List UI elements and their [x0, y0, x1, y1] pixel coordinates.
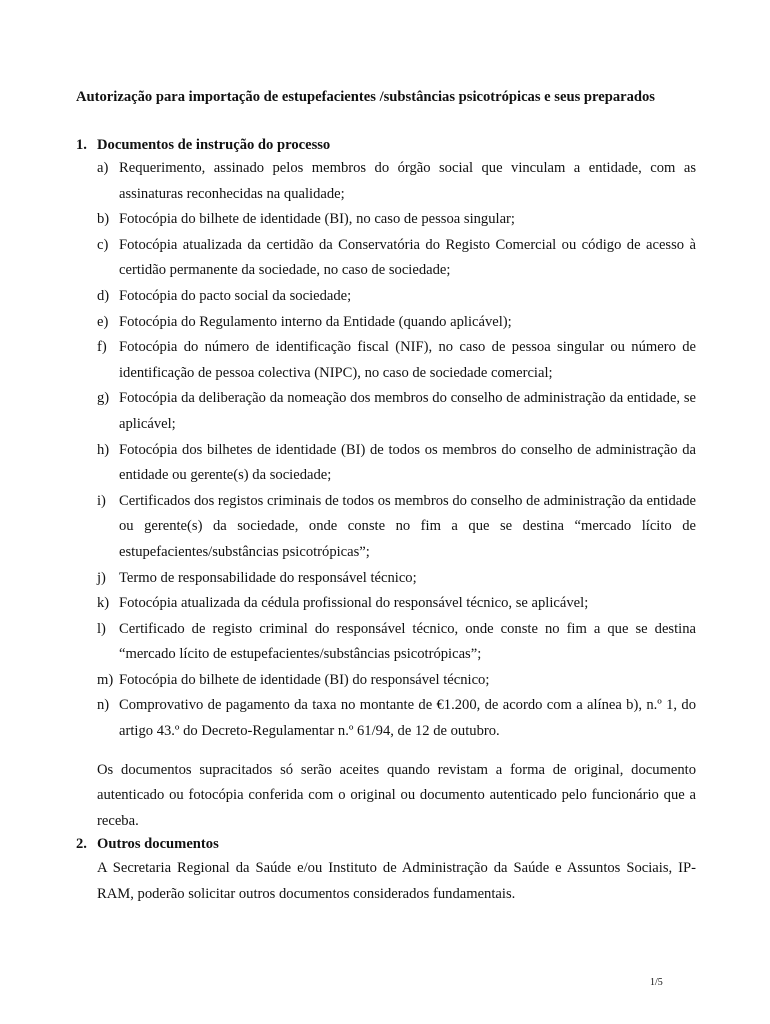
item-letter: h): [97, 441, 110, 458]
item-letter: k): [97, 595, 110, 612]
item-text: Certificado de registo criminal do responsável técnico, onde conste no fim a que se destina “mercado lícito de estupefacientes/substâncias psicotrópicas”;: [119, 620, 696, 663]
section-text: A Secretaria Regional da Saúde e/ou Instituto de Administração da Saúde e Assuntos Sociais, IP-RAM, poderão solicitar outros documentos considerados fundamentais.: [97, 860, 696, 902]
list-item: [97, 284, 696, 310]
item-text: Fotocópia do pacto social da sociedade;: [119, 287, 352, 304]
item-text: Fotocópia atualizada da certidão da Conservatória do Registo Comercial ou código de acesso à certidão permanente da sociedade, no caso de sociedade;: [119, 236, 696, 279]
item-letter: i): [97, 492, 106, 509]
list-item: [97, 693, 696, 744]
list-item: [97, 668, 696, 694]
list-item: [97, 591, 696, 617]
list-item: [97, 617, 696, 668]
item-letter: a): [97, 160, 109, 176]
section-number: 2.: [76, 836, 87, 852]
list-item: [97, 233, 696, 284]
list-item: [97, 386, 696, 437]
item-text: Fotocópia dos bilhetes de identidade (BI) de todos os membros do conselho de administração da entidade ou gerente(s) da sociedade;: [119, 441, 696, 484]
list-item: [97, 207, 696, 233]
item-letter: n): [97, 697, 110, 714]
list-item: [97, 335, 696, 386]
item-text: Fotocópia do número de identificação fiscal (NIF), no caso de pessoa singular ou número de identificação de pessoa colectiva (NIPC), no caso de sociedade comercial;: [119, 339, 696, 381]
item-text: Fotocópia do bilhete de identidade (BI) do responsável técnico;: [119, 671, 490, 688]
item-letter: l): [97, 620, 106, 637]
section-heading: [76, 135, 696, 155]
item-text: Fotocópia da deliberação da nomeação dos membros do conselho de administração da entidade, se aplicável;: [119, 390, 696, 432]
list-item: [97, 438, 696, 489]
item-text: Fotocópia do bilhete de identidade (BI), no caso de pessoa singular;: [119, 211, 515, 228]
document-title: Autorização para importação de estupefacientes /substâncias psicotrópicas e seus preparados: [76, 89, 655, 105]
item-text: Fotocópia atualizada da cédula profissional do responsável técnico, se aplicável;: [119, 595, 589, 612]
item-letter: g): [97, 390, 110, 407]
section-documentos-instrucao: [76, 135, 696, 834]
item-text: Requerimento, assinado pelos membros do órgão social que vinculam a entidade, com as assinaturas reconhecidas na qualidade;: [119, 160, 696, 202]
item-letter: e): [97, 313, 109, 330]
section-outros-documentos: [76, 834, 696, 907]
section-heading: [76, 834, 696, 854]
section-title: Documentos de instrução do processo: [97, 137, 331, 153]
list-item: [97, 566, 696, 592]
page-number: 1/5: [650, 977, 663, 988]
list-item: [97, 489, 696, 566]
requirements-list: [97, 156, 696, 745]
item-letter: b): [97, 211, 110, 228]
item-letter: m): [97, 671, 114, 688]
section-number: 1.: [76, 137, 87, 153]
item-text: Comprovativo de pagamento da taxa no montante de €1.200, de acordo com a alínea b), n.º 1, do artigo 43.º do Decreto-Regulamentar n.º 61/94, de 12 de outubro.: [119, 697, 696, 740]
list-item: [97, 310, 696, 336]
item-text: Termo de responsabilidade do responsável técnico;: [119, 569, 417, 586]
section-title: Outros documentos: [97, 836, 219, 852]
item-text: Certificados dos registos criminais de todos os membros do conselho de administração da entidade ou gerente(s) da sociedade, onde conste no fim a que se destina “mercado lícito de estupefacientes/substâncias psicotrópicas”;: [119, 492, 696, 560]
item-letter: f): [97, 339, 107, 356]
item-letter: c): [97, 236, 109, 253]
list-item: [97, 156, 696, 207]
documents-note: Os documentos supracitados só serão aceites quando revistam a forma de original, documento autenticado ou fotocópia conferida com o original ou documento autenticado pelo funcionário que a receba.: [97, 761, 696, 829]
item-text: Fotocópia do Regulamento interno da Entidade (quando aplicável);: [119, 313, 512, 330]
item-letter: j): [97, 569, 106, 586]
item-letter: d): [97, 287, 110, 304]
